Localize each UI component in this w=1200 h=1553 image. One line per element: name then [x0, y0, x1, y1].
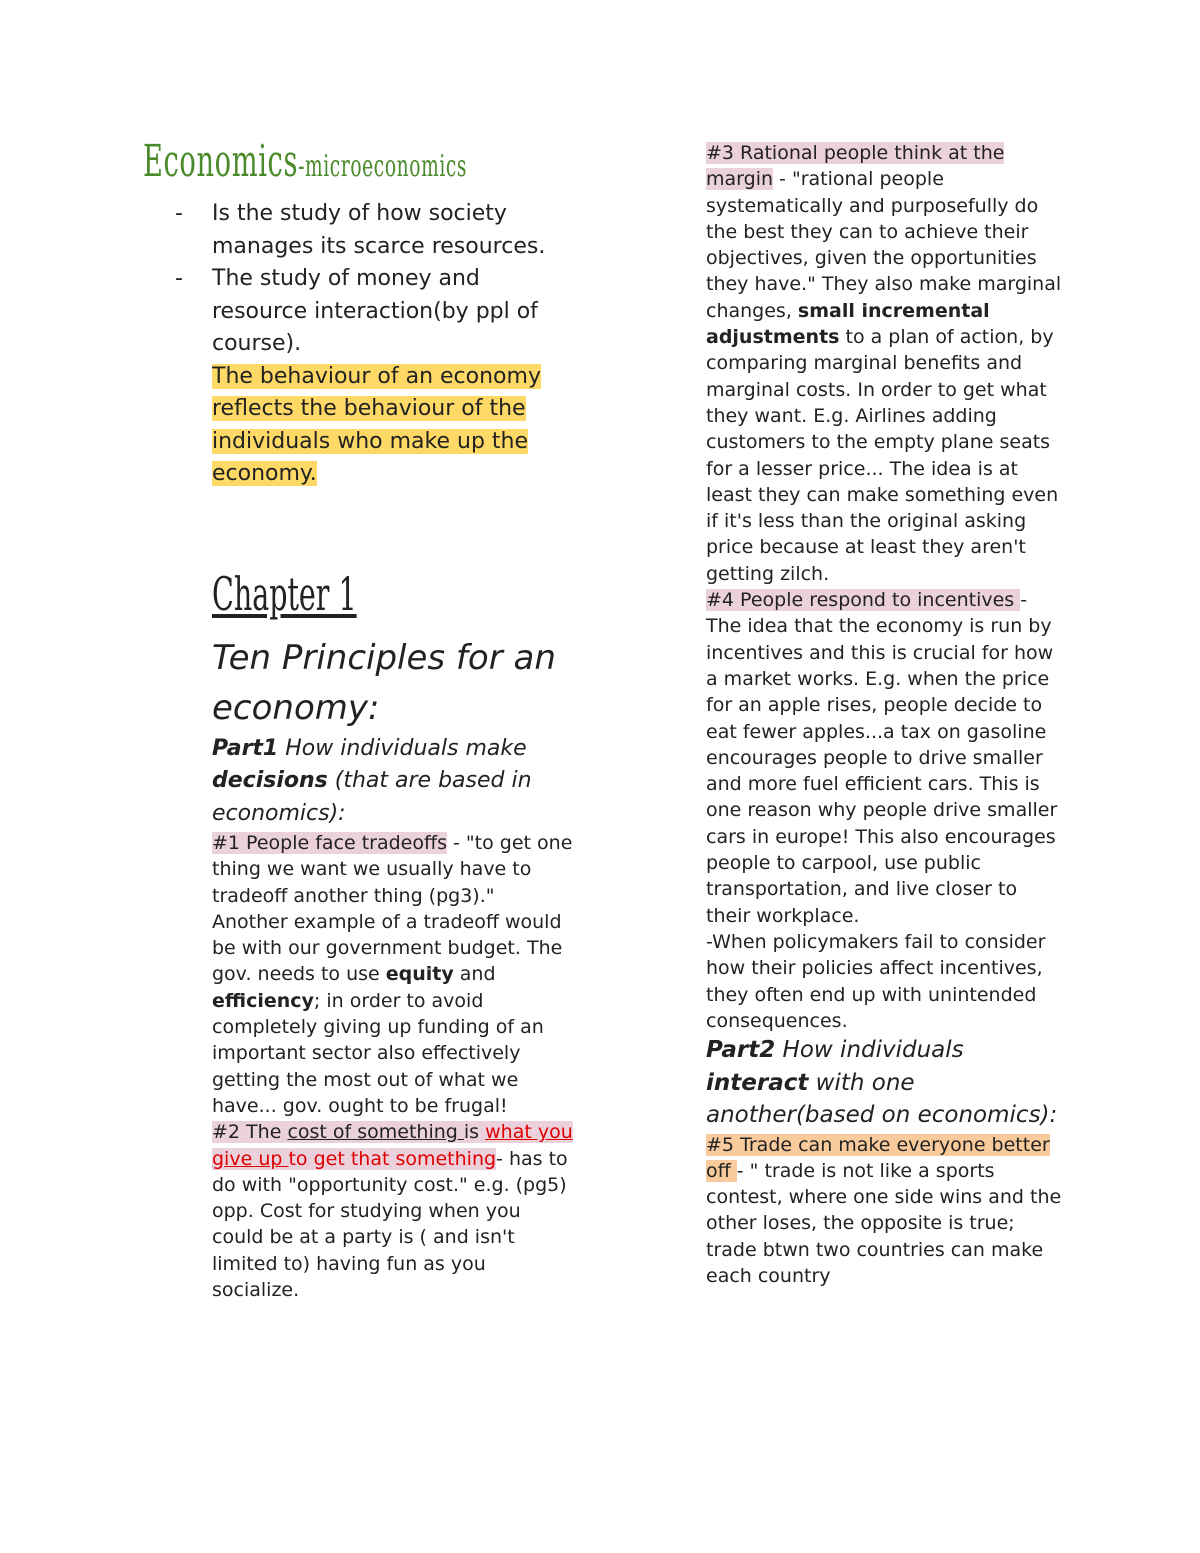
principle-1-equity: equity: [385, 963, 454, 986]
principle-1-and: and: [453, 963, 496, 986]
principle-1-text-a: - "to get one thing we want we usually have to tradeoff another thing (pg3)." Another example of a tradeoff would be with our government budget. The gov. needs to use: [212, 832, 573, 986]
principle-2-red-a: what you give up: [212, 1121, 573, 1170]
left-column: [143, 136, 575, 1303]
chapter-subtitle: Ten Principles for an economy:: [212, 637, 556, 728]
principle-1-efficiency: efficiency: [212, 989, 314, 1012]
principle-3-bold: small incremental adjustments: [706, 299, 990, 349]
principle-1-text-b: ; in order to avoid completely giving up funding of an important sector also effectively getting the most out of what we have... gov. ought to be frugal!: [212, 989, 544, 1117]
principle-5-text: - " trade is not like a sports contest, where one side wins and the other loses, the opposite is true; trade btwn two countries can make each country: [706, 1159, 1062, 1288]
principle-5: [706, 1132, 1066, 1290]
part1-lead: Part1: [212, 735, 279, 761]
principle-1-label: #1 People face tradeoffs: [212, 832, 447, 854]
principle-4-label: #4 People respond to incentives: [706, 589, 1021, 612]
intro-bullets: [175, 198, 575, 361]
chapter-heading: Chapter 1: [212, 566, 357, 621]
part2-heading: [706, 1034, 1066, 1132]
part2-lead: Part2: [706, 1037, 776, 1064]
right-column: [706, 140, 1066, 1289]
document-title: [143, 136, 468, 187]
part2-text-a: How individuals: [775, 1037, 964, 1064]
principle-3: [706, 140, 1066, 587]
principle-4: [706, 587, 1066, 929]
principle-2-text: - has to do with "opportunity cost." e.g. (pg5) opp. Cost for studying when you could be at a party is ( and isn't limited to) having fun as you socialize.: [212, 1147, 568, 1302]
title-main: Economics: [143, 136, 299, 187]
part2-text-b: with one another(based on economics):: [706, 1069, 1058, 1129]
part1-bold: decisions: [212, 768, 328, 793]
principle-3-text-a: - "rational people systematically and purposefully do the best they can to achieve their objectives, given the opportunities they have." They also make marginal changes,: [706, 168, 1062, 322]
highlight-note-text: The behaviour of an economy reflects the behaviour of the individuals who make up the economy.: [212, 363, 541, 486]
part1-text-a: How individuals make: [278, 735, 527, 761]
part1-heading: [175, 733, 575, 831]
bullet-item: - The study of money and resource interaction(by ppl of course).: [175, 263, 575, 361]
principle-2: [175, 1119, 575, 1303]
part2-bold: interact: [706, 1069, 809, 1096]
principle-2-red-b: to get that something: [288, 1147, 497, 1170]
title-sub: -microeconomics: [298, 149, 468, 184]
part1-text-b: (that are based in economics):: [212, 768, 532, 826]
principle-4-note: -When policymakers fail to consider how their policies affect incentives, they often end up with unintended consequences.: [706, 930, 1046, 1032]
principle-5-label: #5 Trade can make everyone better off: [706, 1133, 1050, 1182]
principle-2-label-a: #2 The: [212, 1121, 288, 1144]
principle-2-cost: cost of something: [287, 1121, 464, 1144]
principle-3-label: #3 Rational people think at the margin: [706, 142, 1005, 191]
bullet-item: - Is the study of how society manages its scarce resources.: [175, 198, 575, 263]
principle-2-is: is: [463, 1121, 486, 1144]
principle-3-text-b: to a plan of action, by comparing marginal benefits and marginal costs. In order to get what they want. E.g. Airlines adding customers to the empty plane seats for a lesser price... The idea is at least they can make something even if it's less than the original asking price because at least they aren't getting zilch.: [706, 326, 1059, 585]
highlight-note: [175, 361, 575, 491]
principle-1: [175, 830, 575, 1119]
principle-4-text-a: - The idea that the economy is run by incentives and this is crucial for how a market works. E.g. when the price for an apple rises, people decide to eat fewer apples...a tax on gasoline encourages people to drive smaller and more fuel efficient cars. This is one reason why people drive smaller cars in europe! This also encourages people to carpool, use public transportation, and live closer to their workplace.: [706, 589, 1058, 927]
